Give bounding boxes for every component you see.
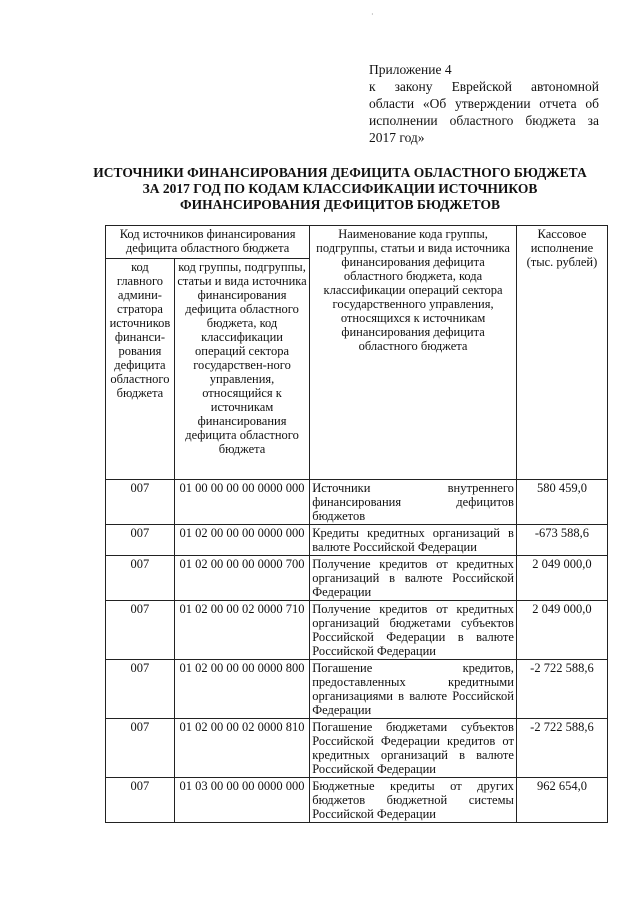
cell-name: Источники внутреннего финансирования дефицитов бюджетов [310,480,517,525]
cell-amount: -673 588,6 [516,525,607,556]
appendix-number: Приложение 4 [369,62,452,77]
cell-admin: 007 [106,556,175,601]
document-title [90,165,590,213]
table-row [106,556,608,601]
deficit-sources-table [105,225,608,823]
table-row [106,778,608,823]
cell-admin: 007 [106,660,175,719]
title-line-1: ИСТОЧНИКИ ФИНАНСИРОВАНИЯ ДЕФИЦИТА ОБЛАСТНОГО БЮДЖЕТА [93,165,587,180]
appendix-note [369,61,599,146]
cell-admin: 007 [106,601,175,660]
cell-amount: 2 049 000,0 [516,601,607,660]
cell-code: 01 02 00 00 02 0000 810 [174,719,309,778]
cell-amount: -2 722 588,6 [516,719,607,778]
header-amount: Кассовое исполнение (тыс. рублей) [516,226,607,480]
cell-amount: 580 459,0 [516,480,607,525]
title-line-3: ФИНАНСИРОВАНИЯ ДЕФИЦИТОВ БЮДЖЕТОВ [180,197,500,212]
table-row [106,480,608,525]
header-row-1 [106,226,608,259]
cell-admin: 007 [106,778,175,823]
cell-code: 01 00 00 00 00 0000 000 [174,480,309,525]
cell-amount: 2 049 000,0 [516,556,607,601]
header-admin-code: код главного админи-стратора источников финанси-рования дефицита областного бюджета [106,259,175,480]
cell-amount: 962 654,0 [516,778,607,823]
cell-code: 01 02 00 00 00 0000 000 [174,525,309,556]
cell-name: Кредиты кредитных организаций в валюте Российской Федерации [310,525,517,556]
scan-speck: · [371,10,374,19]
cell-code: 01 02 00 00 02 0000 710 [174,601,309,660]
cell-admin: 007 [106,480,175,525]
cell-name: Получение кредитов от кредитных организаций в валюте Российской Федерации [310,556,517,601]
table-row [106,601,608,660]
cell-code: 01 03 00 00 00 0000 000 [174,778,309,823]
header-group-code: Код источников финансирования дефицита областного бюджета [106,226,310,259]
cell-name: Получение кредитов от кредитных организаций бюджетами субъектов Российской Федерации в валюте Российской Федерации [310,601,517,660]
cell-admin: 007 [106,525,175,556]
header-source-code: код группы, подгруппы, статьи и вида источника финансирования дефицита областного бюджета, код классификации операций сектора государствен-ного управления, относящийся к источникам финансирования дефицита областного бюджета [174,259,309,480]
header-name: Наименование кода группы, подгруппы, статьи и вида источника финансирования дефицита областного бюджета, кода классификации операций сектора государственного управления, относящихся к источникам финансирования дефицита областного бюджета [310,226,517,480]
table-row [106,525,608,556]
cell-amount: -2 722 588,6 [516,660,607,719]
table-row [106,719,608,778]
cell-admin: 007 [106,719,175,778]
cell-name: Погашение кредитов, предоставленных кредитными организациями в валюте Российской Федерации [310,660,517,719]
table-row [106,660,608,719]
appendix-text: к закону Еврейской автономной области «Об утверждении отчета об исполнении областного бюджета за 2017 год» [369,79,599,145]
cell-code: 01 02 00 00 00 0000 800 [174,660,309,719]
cell-name: Погашение бюджетами субъектов Российской Федерации кредитов от кредитных организаций в валюте Российской Федерации [310,719,517,778]
cell-code: 01 02 00 00 00 0000 700 [174,556,309,601]
title-line-2: ЗА 2017 ГОД ПО КОДАМ КЛАССИФИКАЦИИ ИСТОЧНИКОВ [142,181,538,196]
cell-name: Бюджетные кредиты от других бюджетов бюджетной системы Российской Федерации [310,778,517,823]
